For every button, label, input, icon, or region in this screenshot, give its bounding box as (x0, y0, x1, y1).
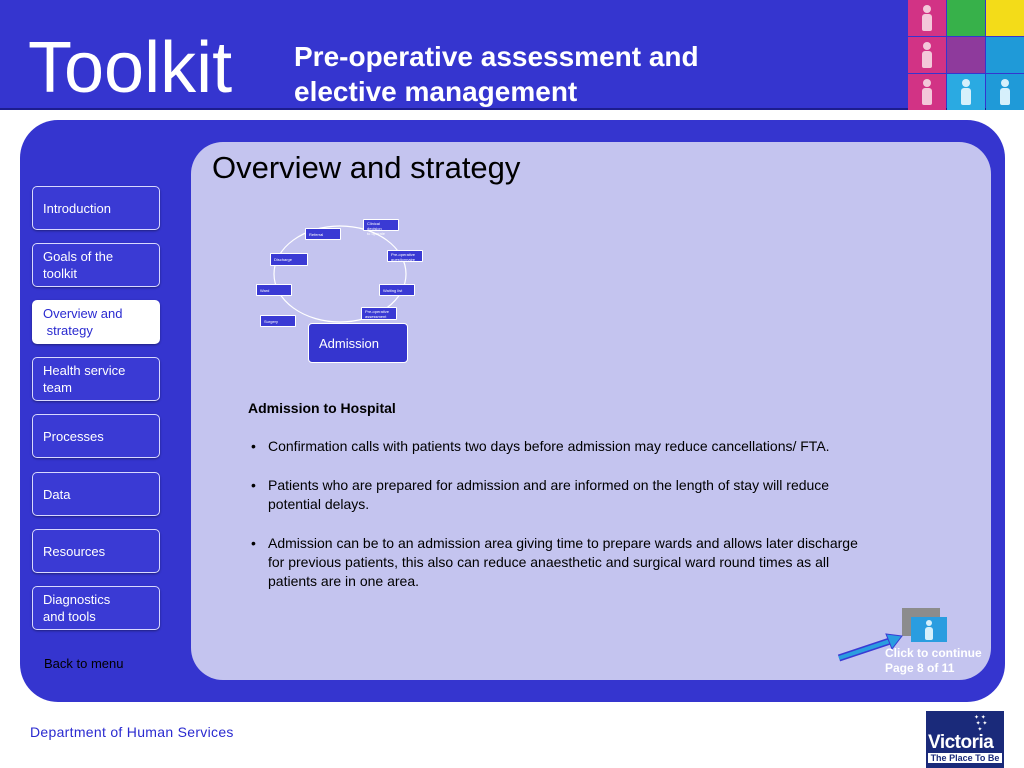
node-preop-questionnaire: Pre-operative questionnaire (387, 250, 423, 262)
mosaic-tile (908, 37, 946, 73)
node-waiting-list: Waiting list (379, 284, 415, 296)
nav-resources-button[interactable] (32, 529, 160, 573)
nav-goals-button[interactable] (32, 243, 160, 287)
nav-label: Processes (43, 428, 104, 444)
continue-label: Click to continue (885, 646, 982, 660)
mosaic-tile (986, 74, 1024, 110)
continue-person-icon[interactable] (911, 617, 947, 642)
node-referral: Referral (305, 228, 341, 240)
department-name: Department of Human Services (30, 724, 234, 740)
mosaic-tile (947, 0, 985, 36)
node-discharge: Discharge (270, 253, 308, 266)
nav-label: Introduction (43, 200, 111, 216)
back-to-menu-link[interactable]: Back to menu (44, 656, 124, 671)
subtitle-line-1: Pre-operative assessment and (294, 41, 699, 72)
bullet-list (248, 437, 948, 611)
header-subtitle (294, 39, 794, 109)
node-admission-highlight: Admission (308, 323, 408, 363)
nav-overview-button[interactable] (32, 300, 160, 344)
mosaic-tile (947, 37, 985, 73)
mosaic-tile (986, 0, 1024, 36)
southern-cross-stars-icon: ✦ ✦ ✦ ✦ ✦ (974, 715, 988, 733)
bullet-item: • Admission can be to an admission area giving time to prepare wards and allows later discharge for previous patients, this also can reduce anaesthetic and surgical ward round times as all patients are in one area. (248, 534, 948, 591)
people-mosaic-logo (908, 0, 1024, 110)
page-indicator: Page 8 of 11 (885, 661, 955, 675)
section-heading: Admission to Hospital (248, 400, 396, 416)
nav-label: and tools (43, 609, 96, 624)
nav-label: Data (43, 486, 71, 502)
nav-label: Overview and (43, 306, 123, 321)
node-ward: Ward (256, 284, 292, 296)
nav-introduction-button[interactable] (32, 186, 160, 230)
person-icon (922, 79, 932, 105)
nav-label: team (43, 380, 72, 395)
person-icon (961, 79, 971, 105)
page-title: Overview and strategy (212, 150, 521, 185)
person-icon (1000, 79, 1010, 105)
bullet-item: • Patients who are prepared for admission and are informed on the length of stay will reduce potential delays. (248, 476, 948, 514)
subtitle-line-2: elective management (294, 76, 578, 107)
continue-link[interactable] (885, 646, 982, 676)
nav-data-button[interactable] (32, 472, 160, 516)
bullet-item: • Confirmation calls with patients two days before admission may reduce cancellations/ FTA. (248, 437, 948, 456)
nav-processes-button[interactable] (32, 414, 160, 458)
mosaic-tile (986, 37, 1024, 73)
nav-label: Diagnostics (43, 592, 111, 607)
nav-label: Goals of the (43, 249, 114, 264)
nav-label: Resources (43, 543, 106, 559)
nav-label: strategy (43, 323, 93, 338)
person-icon (922, 5, 932, 31)
nav-diagnostics-button[interactable] (32, 586, 160, 630)
person-icon (922, 42, 932, 68)
victoria-logo: ✦ ✦ ✦ ✦ ✦ Victoria The Place To Be (926, 711, 1004, 768)
node-clinical-decision: Clinical decision to operate (363, 219, 399, 231)
mosaic-tile (947, 74, 985, 110)
nav-label: Health service (43, 363, 126, 378)
node-surgery: Surgery (260, 315, 296, 327)
app-title: Toolkit (28, 28, 233, 108)
node-preop-assessment: Pre-operative assessment (361, 307, 397, 320)
nav-health-service-team-button[interactable] (32, 357, 160, 401)
mosaic-tile (908, 74, 946, 110)
mosaic-tile (908, 0, 946, 36)
nav-label: toolkit (43, 266, 77, 281)
